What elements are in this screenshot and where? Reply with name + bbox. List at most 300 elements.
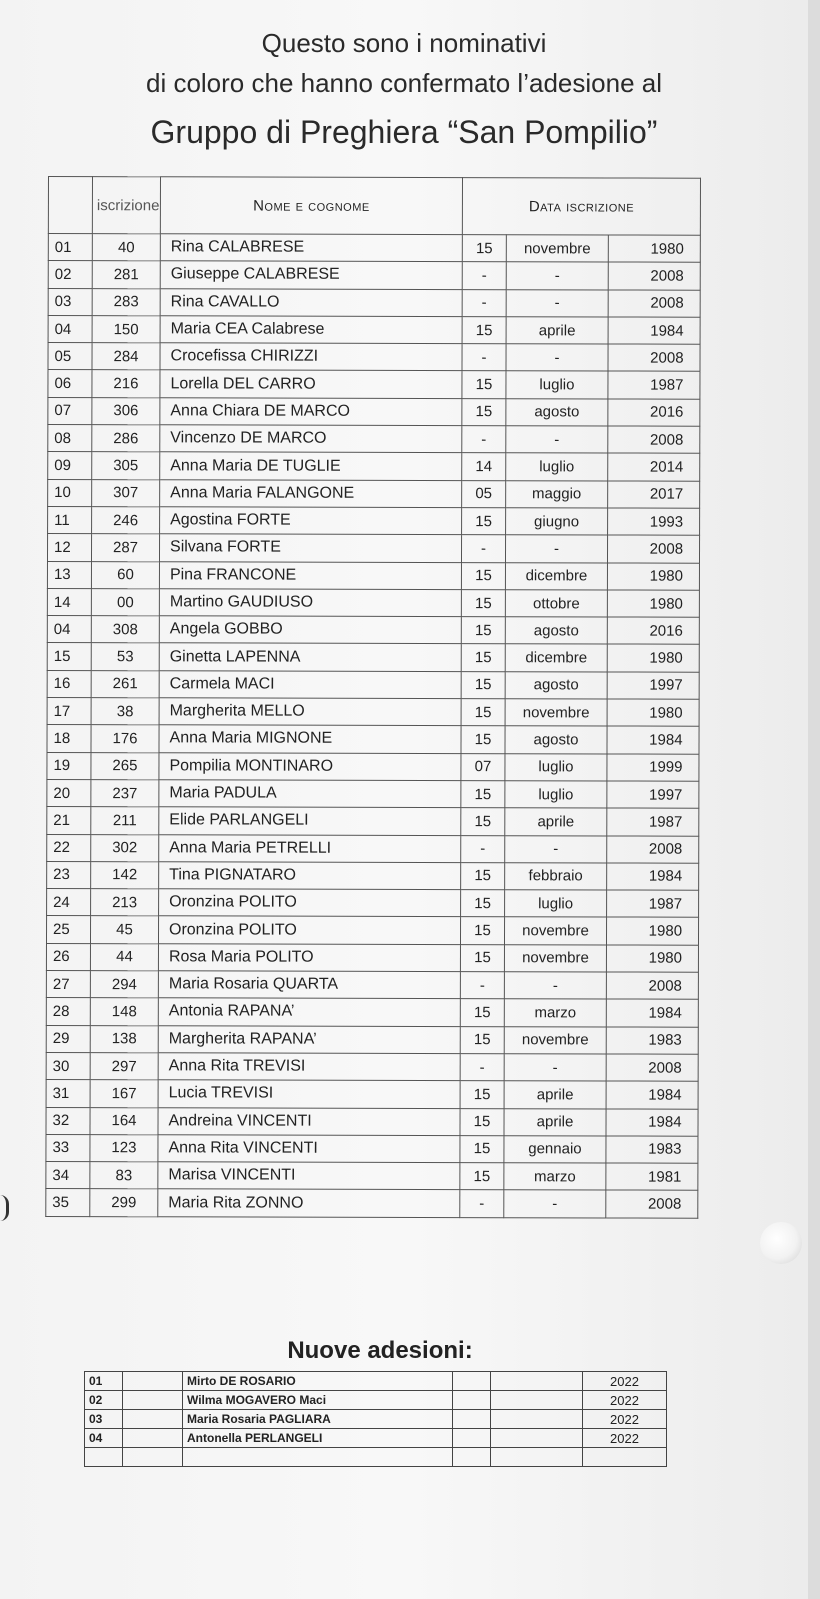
row-name: Elide PARLANGELI <box>159 807 461 835</box>
new-member-row <box>85 1448 667 1467</box>
row-day: 15 <box>462 235 506 262</box>
row-name: Vincenzo DE MARCO <box>160 425 462 453</box>
row-number: 10 <box>48 479 92 506</box>
row-iscrizione: 53 <box>91 643 159 670</box>
row-month: - <box>504 1190 606 1218</box>
row-month: - <box>504 972 606 1000</box>
new-members-title: Nuove adesioni: <box>287 1337 473 1364</box>
row-month: luglio <box>505 781 607 809</box>
row-number: 32 <box>46 1107 90 1134</box>
new-members-table-body <box>85 1372 667 1467</box>
row-year: 1980 <box>606 917 698 945</box>
row-name: Andreina VINCENTI <box>158 1107 460 1135</box>
empty-cell <box>491 1391 583 1410</box>
row-day: 15 <box>462 398 506 425</box>
empty-cell <box>453 1391 491 1410</box>
row-number: 15 <box>47 643 91 670</box>
row-number: 21 <box>47 807 91 834</box>
empty-cell <box>583 1448 667 1467</box>
row-year: 2016 <box>607 617 699 645</box>
row-name: Anna Rita VINCENTI <box>158 1135 460 1163</box>
empty-cell <box>453 1448 491 1467</box>
row-name: Pina FRANCONE <box>159 561 461 589</box>
row-year: 2008 <box>606 972 698 1000</box>
row-iscrizione: 302 <box>91 834 159 861</box>
empty-cell <box>183 1448 453 1467</box>
row-month: - <box>506 344 608 372</box>
row-day: - <box>460 972 504 999</box>
row-number: 30 <box>46 1052 90 1079</box>
row-year: 1999 <box>607 754 699 782</box>
new-member-row <box>85 1429 667 1448</box>
row-name: Carmela MACI <box>159 671 461 699</box>
row-year: 1980 <box>608 235 700 263</box>
row-year: 1984 <box>608 317 700 345</box>
row-number: 33 <box>46 1134 90 1161</box>
table-row <box>47 588 699 617</box>
row-iscrizione: 261 <box>91 670 159 697</box>
row-month: dicembre <box>505 644 607 672</box>
header-name: Nome e cognome <box>160 177 462 235</box>
row-month: giugno <box>506 508 608 536</box>
row-iscrizione: 216 <box>92 370 160 397</box>
table-row <box>46 1107 698 1136</box>
row-iscrizione: 305 <box>92 452 160 479</box>
row-year: 2008 <box>608 290 700 318</box>
row-number: 04 <box>48 315 92 342</box>
row-month: dicembre <box>505 562 607 590</box>
table-row <box>48 452 700 481</box>
row-number: 08 <box>48 425 92 452</box>
row-day: - <box>461 535 505 562</box>
row-name: Anna Maria MIGNONE <box>159 725 461 753</box>
row-iscrizione: 287 <box>91 534 159 561</box>
row-name: Maria Rita ZONNO <box>158 1189 460 1217</box>
row-name: Anna Maria PETRELLI <box>159 834 461 862</box>
table-row <box>46 1052 698 1081</box>
empty-cell <box>123 1448 183 1467</box>
row-year: 1984 <box>606 1108 698 1136</box>
row-month: - <box>506 262 608 290</box>
row-year: 1980 <box>607 644 699 672</box>
row-month: aprile <box>505 808 607 836</box>
empty-cell <box>123 1372 183 1391</box>
new-member-num: 02 <box>85 1391 123 1410</box>
row-iscrizione: 176 <box>91 725 159 752</box>
row-day: 15 <box>460 1026 504 1053</box>
row-year: 1983 <box>606 1136 698 1164</box>
row-number: 27 <box>46 971 90 998</box>
table-row <box>46 998 698 1027</box>
row-name: Maria PADULA <box>159 780 461 808</box>
header-number <box>48 177 92 234</box>
row-month: luglio <box>505 890 607 918</box>
row-number: 03 <box>48 288 92 315</box>
row-number: 24 <box>47 889 91 916</box>
table-header-row <box>48 177 700 236</box>
row-year: 2008 <box>608 426 700 454</box>
row-iscrizione: 286 <box>92 425 160 452</box>
table-row <box>47 643 699 672</box>
row-number: 16 <box>47 670 91 697</box>
row-iscrizione: 138 <box>90 1025 158 1052</box>
title-line-3: Gruppo di Preghiera “San Pompilio” <box>150 114 658 150</box>
row-day: 15 <box>462 316 506 343</box>
row-day: - <box>462 344 506 371</box>
row-name: Anna Chiara DE MARCO <box>160 398 462 426</box>
row-year: 1997 <box>607 781 699 809</box>
row-year: 1980 <box>607 563 699 591</box>
table-row <box>48 370 700 399</box>
row-iscrizione: 281 <box>92 261 160 288</box>
row-year: 1980 <box>607 699 699 727</box>
row-day: 15 <box>460 1135 504 1162</box>
table-row <box>47 779 699 808</box>
row-number: 19 <box>47 752 91 779</box>
row-month: marzo <box>504 1163 606 1191</box>
table-row <box>47 698 699 727</box>
row-month: - <box>506 289 608 317</box>
row-number: 12 <box>47 534 91 561</box>
empty-cell <box>491 1410 583 1429</box>
new-member-name: Mirto DE ROSARIO <box>183 1372 453 1391</box>
row-name: Pompilia MONTINARO <box>159 752 461 780</box>
row-year: 1987 <box>607 890 699 918</box>
new-member-name: Antonella PERLANGELI <box>183 1429 453 1448</box>
row-year: 2008 <box>606 1190 698 1218</box>
row-name: Maria CEA Calabrese <box>160 316 462 344</box>
row-name: Anna Rita TREVISI <box>158 1053 460 1081</box>
table-row <box>47 534 699 563</box>
row-iscrizione: 00 <box>91 588 159 615</box>
row-day: 15 <box>461 699 505 726</box>
row-iscrizione: 284 <box>92 343 160 370</box>
row-name: Tina PIGNATARO <box>159 862 461 890</box>
table-row <box>48 315 700 344</box>
edge-mark <box>0 1195 9 1221</box>
row-iscrizione: 265 <box>91 752 159 779</box>
row-day: 15 <box>461 808 505 835</box>
row-number: 34 <box>46 1162 90 1189</box>
row-year: 1993 <box>608 508 700 536</box>
row-year: 2008 <box>607 835 699 863</box>
row-number: 04 <box>47 616 91 643</box>
table-row <box>48 397 700 426</box>
row-number: 23 <box>47 861 91 888</box>
row-year: 1980 <box>607 590 699 618</box>
row-iscrizione: 211 <box>91 807 159 834</box>
row-name: Rina CAVALLO <box>160 288 462 316</box>
row-number: 02 <box>48 261 92 288</box>
row-month: aprile <box>504 1081 606 1109</box>
row-month: gennaio <box>504 1135 606 1163</box>
row-day: 15 <box>460 1081 504 1108</box>
row-number: 05 <box>48 343 92 370</box>
table-row <box>48 506 700 535</box>
row-month: novembre <box>504 944 606 972</box>
row-name: Silvana FORTE <box>159 534 461 562</box>
row-name: Oronzina POLITO <box>159 889 461 917</box>
table-row <box>48 261 700 290</box>
row-name: Marisa VINCENTI <box>158 1162 460 1190</box>
row-iscrizione: 297 <box>90 1053 158 1080</box>
row-number: 26 <box>46 943 90 970</box>
row-year: 2008 <box>608 262 700 290</box>
row-name: Lucia TREVISI <box>158 1080 460 1108</box>
row-number: 20 <box>47 779 91 806</box>
row-iscrizione: 237 <box>91 780 159 807</box>
row-name: Martino GAUDIUSO <box>159 589 461 617</box>
row-month: - <box>505 535 607 563</box>
empty-cell <box>491 1448 583 1467</box>
row-month: agosto <box>505 671 607 699</box>
row-day: 14 <box>462 453 506 480</box>
title-line-1: Questo sono i nominativi <box>261 28 547 58</box>
table-row <box>46 1134 698 1163</box>
table-row <box>48 425 700 454</box>
row-name: Maria Rosaria QUARTA <box>158 971 460 999</box>
row-day: - <box>462 289 506 316</box>
row-month: febbraio <box>505 863 607 891</box>
row-day: 15 <box>461 589 505 616</box>
row-year: 1997 <box>607 672 699 700</box>
row-iscrizione: 283 <box>92 288 160 315</box>
row-month: - <box>506 426 608 454</box>
row-iscrizione: 40 <box>92 234 160 261</box>
row-iscrizione: 246 <box>92 507 160 534</box>
header-iscrizione: iscrizione <box>92 177 160 234</box>
table-row <box>48 343 700 372</box>
row-year: 2014 <box>608 453 700 481</box>
row-iscrizione: 60 <box>91 561 159 588</box>
empty-cell <box>453 1429 491 1448</box>
row-year: 1984 <box>607 726 699 754</box>
new-member-name: Wilma MOGAVERO Maci <box>183 1391 453 1410</box>
empty-cell <box>453 1372 491 1391</box>
row-month: marzo <box>504 999 606 1027</box>
new-member-year: 2022 <box>583 1429 667 1448</box>
row-number: 17 <box>47 698 91 725</box>
row-year: 1983 <box>606 1027 698 1055</box>
row-name: Rina CALABRESE <box>160 234 462 262</box>
row-iscrizione: 306 <box>92 397 160 424</box>
row-number: 22 <box>47 834 91 861</box>
row-year: 1987 <box>608 371 700 399</box>
row-day: 15 <box>461 862 505 889</box>
row-name: Margherita MELLO <box>159 698 461 726</box>
empty-cell <box>491 1372 583 1391</box>
row-number: 18 <box>47 725 91 752</box>
row-month: agosto <box>505 726 607 754</box>
members-table <box>45 176 701 1218</box>
row-month: luglio <box>505 753 607 781</box>
row-number: 31 <box>46 1080 90 1107</box>
row-iscrizione: 167 <box>90 1080 158 1107</box>
row-year: 1984 <box>606 1081 698 1109</box>
table-row <box>48 288 700 317</box>
row-day: 15 <box>461 644 505 671</box>
row-number: 07 <box>48 397 92 424</box>
table-row <box>46 1189 698 1218</box>
row-number: 25 <box>46 916 90 943</box>
row-month: novembre <box>506 235 608 263</box>
members-table-body <box>46 234 701 1218</box>
row-name: Anna Maria DE TUGLIE <box>160 452 462 480</box>
row-month: agosto <box>506 398 608 426</box>
row-month: novembre <box>504 1026 606 1054</box>
empty-cell <box>85 1448 123 1467</box>
row-name: Antonia RAPANA’ <box>158 998 460 1026</box>
row-iscrizione: 308 <box>91 616 159 643</box>
row-iscrizione: 38 <box>91 698 159 725</box>
new-member-year: 2022 <box>583 1410 667 1429</box>
row-name: Agostina FORTE <box>160 507 462 535</box>
row-day: 15 <box>461 890 505 917</box>
row-iscrizione: 164 <box>90 1107 158 1134</box>
empty-cell <box>453 1410 491 1429</box>
row-month: ottobre <box>505 590 607 618</box>
row-iscrizione: 213 <box>91 889 159 916</box>
table-row <box>46 1080 698 1109</box>
row-day: 07 <box>461 753 505 780</box>
row-month: novembre <box>504 917 606 945</box>
row-month: aprile <box>506 317 608 345</box>
row-year: 1987 <box>607 808 699 836</box>
new-member-year: 2022 <box>583 1372 667 1391</box>
table-row <box>46 943 698 972</box>
row-iscrizione: 148 <box>90 998 158 1025</box>
new-member-row <box>85 1391 667 1410</box>
row-month: - <box>505 835 607 863</box>
row-name: Giuseppe CALABRESE <box>160 261 462 289</box>
row-number: 14 <box>47 588 91 615</box>
row-month: - <box>504 1054 606 1082</box>
row-number: 35 <box>46 1189 90 1216</box>
table-row <box>47 670 699 699</box>
row-day: 15 <box>460 1108 504 1135</box>
header-date: Data iscrizione <box>462 178 700 236</box>
row-iscrizione: 44 <box>90 943 158 970</box>
row-month: maggio <box>506 480 608 508</box>
table-row <box>46 971 698 1000</box>
row-year: 2017 <box>608 481 700 509</box>
empty-cell <box>123 1410 183 1429</box>
row-iscrizione: 45 <box>90 916 158 943</box>
row-iscrizione: 123 <box>90 1134 158 1161</box>
row-iscrizione: 83 <box>90 1162 158 1189</box>
row-month: agosto <box>505 617 607 645</box>
new-member-row <box>85 1410 667 1429</box>
row-year: 1984 <box>606 999 698 1027</box>
new-member-num: 03 <box>85 1410 123 1429</box>
table-row <box>46 1025 698 1054</box>
row-day: 15 <box>461 781 505 808</box>
row-number: 28 <box>46 998 90 1025</box>
title-line-2: di coloro che hanno confermato l’adesione al <box>145 68 662 98</box>
row-year: 2008 <box>607 535 699 563</box>
row-day: 15 <box>461 617 505 644</box>
row-day: - <box>462 426 506 453</box>
row-year: 1984 <box>607 863 699 891</box>
row-name: Angela GOBBO <box>159 616 461 644</box>
new-member-year: 2022 <box>583 1391 667 1410</box>
row-day: 15 <box>460 944 504 971</box>
row-iscrizione: 142 <box>91 861 159 888</box>
row-iscrizione: 299 <box>90 1189 158 1216</box>
row-name: Rosa Maria POLITO <box>158 944 460 972</box>
empty-cell <box>123 1391 183 1410</box>
row-day: 15 <box>460 1163 504 1190</box>
row-number: 09 <box>48 452 92 479</box>
table-row <box>46 1162 698 1191</box>
table-row <box>47 561 699 590</box>
table-row <box>47 889 699 918</box>
new-member-row <box>85 1372 667 1391</box>
table-row <box>47 861 699 890</box>
row-number: 13 <box>47 561 91 588</box>
row-number: 29 <box>46 1025 90 1052</box>
row-day: 15 <box>460 917 504 944</box>
row-day: 15 <box>461 562 505 589</box>
row-year: 2008 <box>606 1054 698 1082</box>
table-row <box>47 834 699 863</box>
row-day: - <box>460 1190 504 1217</box>
table-row <box>47 807 699 836</box>
row-month: aprile <box>504 1108 606 1136</box>
row-name: Oronzina POLITO <box>158 916 460 944</box>
row-day: 15 <box>461 726 505 753</box>
row-day: 05 <box>462 480 506 507</box>
row-day: 15 <box>460 999 504 1026</box>
row-number: 06 <box>48 370 92 397</box>
row-month: luglio <box>506 371 608 399</box>
empty-cell <box>123 1429 183 1448</box>
row-day: 15 <box>461 671 505 698</box>
table-row <box>48 479 700 508</box>
table-row <box>47 752 699 781</box>
new-member-num: 01 <box>85 1372 123 1391</box>
row-month: luglio <box>506 453 608 481</box>
row-year: 1980 <box>606 945 698 973</box>
table-row <box>47 725 699 754</box>
row-year: 2016 <box>608 399 700 427</box>
row-month: novembre <box>505 699 607 727</box>
row-year: 2008 <box>608 344 700 372</box>
new-member-num: 04 <box>85 1429 123 1448</box>
row-name: Anna Maria FALANGONE <box>160 479 462 507</box>
row-name: Ginetta LAPENNA <box>159 643 461 671</box>
row-year: 1981 <box>606 1163 698 1191</box>
row-iscrizione: 307 <box>92 479 160 506</box>
row-day: - <box>462 262 506 289</box>
row-day: 15 <box>462 371 506 398</box>
table-row <box>47 616 699 645</box>
row-number: 11 <box>48 506 92 533</box>
row-number: 01 <box>48 234 92 261</box>
table-row <box>48 234 700 263</box>
new-member-name: Maria Rosaria PAGLIARA <box>183 1410 453 1429</box>
row-day: 15 <box>462 508 506 535</box>
row-name: Margherita RAPANA’ <box>158 1025 460 1053</box>
punch-hole <box>760 1222 802 1264</box>
row-iscrizione: 150 <box>92 316 160 343</box>
row-day: - <box>460 1053 504 1080</box>
row-day: - <box>461 835 505 862</box>
table-row <box>46 916 698 945</box>
new-members-table <box>84 1371 667 1467</box>
empty-cell <box>491 1429 583 1448</box>
row-iscrizione: 294 <box>90 971 158 998</box>
